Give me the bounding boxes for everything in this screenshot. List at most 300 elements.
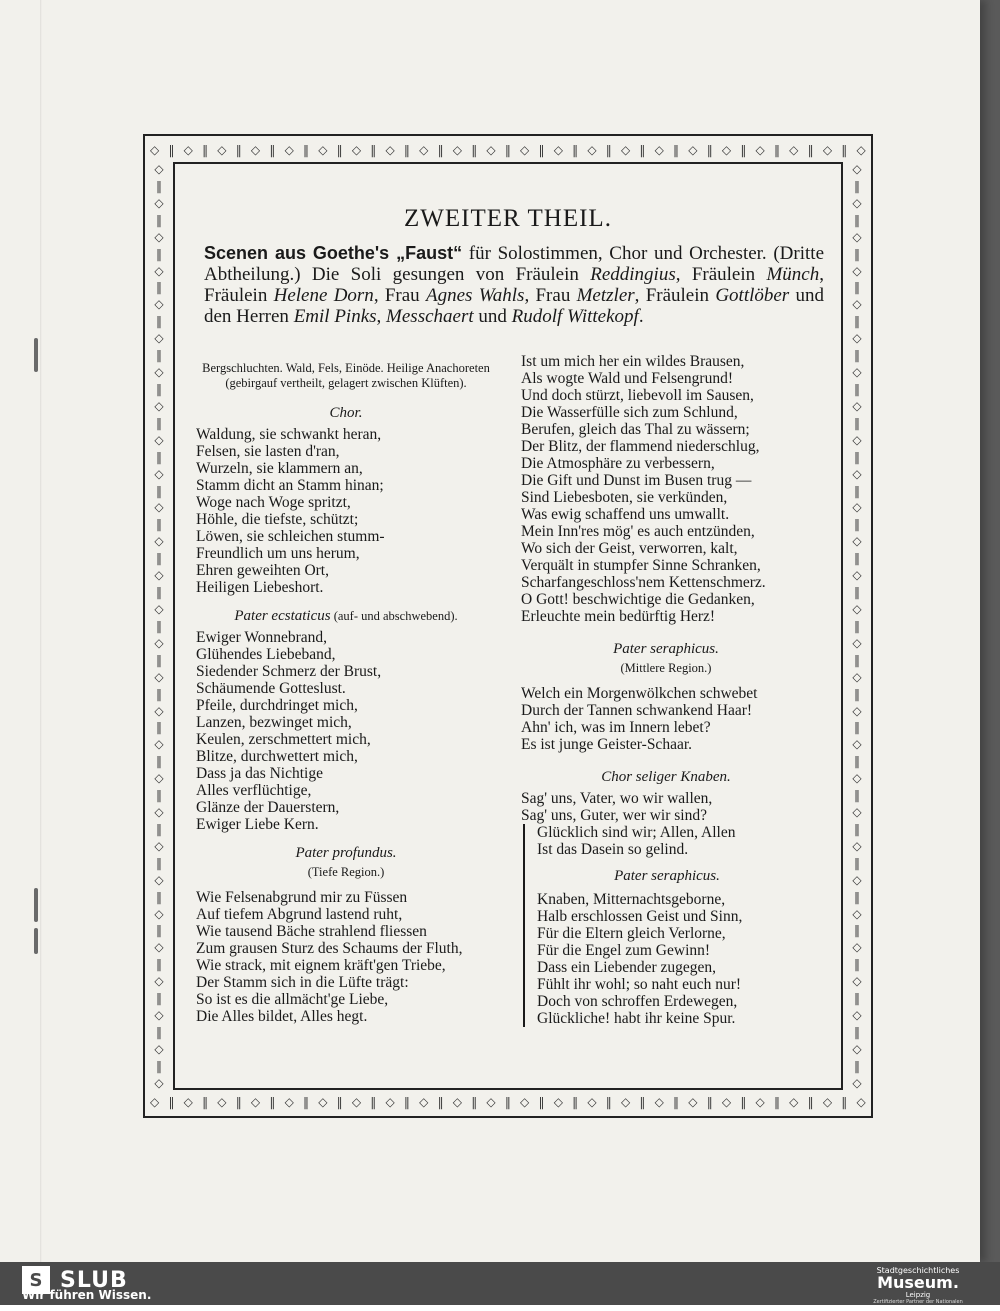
verse-line: Löwen, sie schleichen stumm- bbox=[196, 528, 385, 545]
double-bar-ornament-icon: ‖ bbox=[156, 1058, 162, 1073]
museum-line2: Museum. bbox=[877, 1273, 959, 1292]
double-bar-ornament-icon: ‖ bbox=[403, 1095, 410, 1109]
double-bar-ornament-icon: ‖ bbox=[854, 551, 860, 566]
intro-text: und bbox=[473, 306, 512, 327]
double-bar-ornament-icon: ‖ bbox=[235, 1095, 242, 1109]
double-bar-ornament-icon: ‖ bbox=[854, 889, 860, 904]
diamond-ornament-icon: ◇ bbox=[385, 143, 395, 157]
diamond-ornament-icon: ◇ bbox=[183, 1095, 193, 1109]
double-bar-ornament-icon: ‖ bbox=[156, 652, 162, 667]
double-bar-ornament-icon: ‖ bbox=[235, 143, 242, 157]
diamond-ornament-icon: ◇ bbox=[452, 143, 462, 157]
double-bar-ornament-icon: ‖ bbox=[156, 788, 162, 803]
diamond-ornament-icon: ◇ bbox=[486, 1095, 496, 1109]
diamond-ornament-icon: ◇ bbox=[852, 568, 862, 583]
double-bar-ornament-icon: ‖ bbox=[156, 585, 162, 600]
double-bar-ornament-icon: ‖ bbox=[854, 449, 860, 464]
verse-line: Schäumende Gotteslust. bbox=[196, 680, 346, 697]
diamond-ornament-icon: ◇ bbox=[154, 568, 164, 583]
double-bar-ornament-icon: ‖ bbox=[854, 585, 860, 600]
verse-line: Glänze der Dauerstern, bbox=[196, 799, 340, 816]
double-bar-ornament-icon: ‖ bbox=[303, 143, 309, 157]
diamond-ornament-icon: ◇ bbox=[154, 297, 164, 312]
double-bar-ornament-icon: ‖ bbox=[538, 143, 545, 157]
left-column bbox=[196, 361, 496, 1025]
verse-line: Sag' uns, Guter, wer wir sind? bbox=[521, 807, 707, 824]
verse-line: Wie Felsenabgrund mir zu Füssen bbox=[196, 889, 408, 906]
diamond-ornament-icon: ◇ bbox=[419, 1095, 429, 1109]
diamond-ornament-icon: ◇ bbox=[520, 143, 530, 157]
diamond-ornament-icon: ◇ bbox=[154, 872, 164, 887]
double-bar-ornament-icon: ‖ bbox=[202, 143, 209, 157]
diamond-ornament-icon: ◇ bbox=[154, 805, 164, 820]
border-ornament-bottom bbox=[150, 1093, 866, 1111]
double-bar-ornament-icon: ‖ bbox=[572, 1095, 579, 1109]
diamond-ornament-icon: ◇ bbox=[154, 635, 164, 650]
double-bar-ornament-icon: ‖ bbox=[854, 991, 860, 1006]
verse-line: Ehren geweihten Ort, bbox=[196, 562, 329, 579]
diamond-ornament-icon: ◇ bbox=[755, 143, 765, 157]
verse-line: O Gott! beschwichtige die Gedanken, bbox=[521, 591, 755, 608]
double-bar-ornament-icon: ‖ bbox=[336, 143, 343, 157]
speaker-pater-ecstaticus bbox=[196, 608, 496, 625]
singer-name: Rudolf Wittekopf bbox=[511, 306, 639, 327]
double-bar-ornament-icon: ‖ bbox=[437, 1095, 444, 1109]
diamond-ornament-icon: ◇ bbox=[852, 331, 862, 346]
diamond-ornament-icon: ◇ bbox=[852, 162, 862, 176]
diamond-ornament-icon: ◇ bbox=[852, 1041, 862, 1056]
diamond-ornament-icon: ◇ bbox=[452, 1095, 462, 1109]
double-bar-ornament-icon: ‖ bbox=[156, 855, 162, 870]
double-bar-ornament-icon: ‖ bbox=[673, 1095, 680, 1109]
slub-mark-icon: S bbox=[22, 1266, 50, 1294]
verse-line: Höhle, die tiefste, schützt; bbox=[196, 511, 359, 528]
double-bar-ornament-icon: ‖ bbox=[156, 517, 162, 532]
verse-line: Siedender Schmerz der Brust, bbox=[196, 663, 382, 680]
verse-line: Ewiger Wonnebrand, bbox=[196, 629, 328, 646]
diamond-ornament-icon: ◇ bbox=[284, 143, 294, 157]
verse-line: Als wogte Wald und Felsengrund! bbox=[521, 370, 733, 387]
diamond-ornament-icon: ◇ bbox=[154, 601, 164, 616]
double-bar-ornament-icon: ‖ bbox=[854, 348, 860, 363]
verse-line: Fühlt ihr wohl; so naht euch nur! bbox=[537, 976, 742, 993]
double-bar-ornament-icon: ‖ bbox=[572, 143, 579, 157]
singer-name: Agnes Wahls bbox=[425, 285, 525, 306]
diamond-ornament-icon: ◇ bbox=[318, 1095, 328, 1109]
double-bar-ornament-icon: ‖ bbox=[639, 143, 646, 157]
double-bar-ornament-icon: ‖ bbox=[156, 381, 162, 396]
diamond-ornament-icon: ◇ bbox=[154, 1008, 164, 1023]
verse-brace bbox=[523, 824, 811, 1027]
diamond-ornament-icon: ◇ bbox=[654, 143, 664, 157]
speaker-name: Pater ecstaticus bbox=[234, 608, 331, 624]
double-bar-ornament-icon: ‖ bbox=[807, 143, 814, 157]
double-bar-ornament-icon: ‖ bbox=[156, 720, 162, 735]
double-bar-ornament-icon: ‖ bbox=[639, 1095, 646, 1109]
intro-text: , Fräulein bbox=[204, 264, 824, 306]
verse-seraphicus-2 bbox=[537, 891, 811, 1027]
verse-line: Dass ein Liebender zugegen, bbox=[537, 959, 717, 976]
verse-line: Die Gift und Dunst im Busen trug — bbox=[521, 472, 752, 489]
diamond-ornament-icon: ◇ bbox=[852, 737, 862, 752]
staple-middle bbox=[34, 888, 38, 922]
diamond-ornament-icon: ◇ bbox=[154, 771, 164, 786]
double-bar-ornament-icon: ‖ bbox=[156, 889, 162, 904]
diamond-ornament-icon: ◇ bbox=[620, 1095, 631, 1109]
stage-direction: Bergschluchten. Wald, Fels, Einöde. Heilige Anachoreten (gebirgauf vertheilt, gelagert zwischen Klüften). bbox=[202, 361, 490, 390]
verse-line: Die Alles bildet, Alles hegt. bbox=[196, 1008, 368, 1025]
speaker-chor: Chor. bbox=[329, 405, 363, 421]
verse-line: Wurzeln, sie klammern an, bbox=[196, 460, 363, 477]
diamond-ornament-icon: ◇ bbox=[822, 143, 833, 157]
verse-profundus-continued bbox=[521, 353, 811, 625]
speaker-pater-seraphicus: Pater seraphicus. bbox=[613, 641, 719, 657]
diamond-ornament-icon: ◇ bbox=[250, 143, 261, 157]
verse-ecstaticus bbox=[196, 629, 496, 833]
verse-seraphicus-1 bbox=[521, 685, 811, 753]
verse-line: Heiligen Liebeshort. bbox=[196, 579, 324, 596]
double-bar-ornament-icon: ‖ bbox=[156, 415, 162, 430]
diamond-ornament-icon: ◇ bbox=[721, 1095, 732, 1109]
verse-line: Durch der Tannen schwankend Haar! bbox=[521, 702, 753, 719]
verse-line: Berufen, gleich das Thal zu wässern; bbox=[521, 421, 750, 438]
double-bar-ornament-icon: ‖ bbox=[605, 1095, 612, 1109]
double-bar-ornament-icon: ‖ bbox=[156, 618, 162, 633]
singer-name: Metzler bbox=[576, 285, 635, 306]
double-bar-ornament-icon: ‖ bbox=[854, 280, 860, 295]
diamond-ornament-icon: ◇ bbox=[351, 1095, 362, 1109]
verse-line: Alles verflüchtige, bbox=[196, 782, 312, 799]
double-bar-ornament-icon: ‖ bbox=[156, 1025, 162, 1040]
double-bar-ornament-icon: ‖ bbox=[504, 1095, 511, 1109]
verse-line: Es ist junge Geister-Schaar. bbox=[521, 736, 693, 753]
diamond-ornament-icon: ◇ bbox=[520, 1095, 530, 1109]
intro-text: und den Herren bbox=[204, 285, 824, 327]
double-bar-ornament-icon: ‖ bbox=[854, 821, 860, 836]
double-bar-ornament-icon: ‖ bbox=[504, 143, 511, 157]
diamond-ornament-icon: ◇ bbox=[852, 534, 862, 549]
diamond-ornament-icon: ◇ bbox=[852, 872, 862, 887]
double-bar-ornament-icon: ‖ bbox=[156, 923, 162, 938]
museum-logo[interactable] bbox=[858, 1266, 978, 1311]
double-bar-ornament-icon: ‖ bbox=[202, 1095, 209, 1109]
diamond-ornament-icon: ◇ bbox=[654, 1095, 664, 1109]
diamond-ornament-icon: ◇ bbox=[154, 534, 164, 549]
double-bar-ornament-icon: ‖ bbox=[471, 143, 478, 157]
museum-line3: Leipzig bbox=[905, 1291, 931, 1299]
double-bar-ornament-icon: ‖ bbox=[156, 551, 162, 566]
region-note: (Tiefe Region.) bbox=[307, 865, 385, 879]
double-bar-ornament-icon: ‖ bbox=[854, 381, 860, 396]
diamond-ornament-icon: ◇ bbox=[154, 195, 164, 210]
verse-line: Die Atmosphäre zu verbessern, bbox=[521, 455, 715, 472]
diamond-ornament-icon: ◇ bbox=[856, 1095, 866, 1109]
diamond-ornament-icon: ◇ bbox=[154, 974, 164, 989]
double-bar-ornament-icon: ‖ bbox=[168, 1095, 175, 1109]
intro-text: , bbox=[376, 306, 387, 327]
diamond-ornament-icon: ◇ bbox=[553, 1095, 563, 1109]
double-bar-ornament-icon: ‖ bbox=[156, 821, 162, 836]
staple-bottom bbox=[34, 928, 38, 954]
double-bar-ornament-icon: ‖ bbox=[269, 143, 276, 157]
verse-line: Stamm dicht an Stamm hinan; bbox=[196, 477, 384, 494]
diamond-ornament-icon: ◇ bbox=[856, 143, 866, 157]
double-bar-ornament-icon: ‖ bbox=[156, 991, 162, 1006]
double-bar-ornament-icon: ‖ bbox=[156, 449, 162, 464]
double-bar-ornament-icon: ‖ bbox=[168, 143, 175, 157]
verse-line: Sind Liebesboten, sie verkünden, bbox=[521, 489, 728, 506]
verse-chor bbox=[196, 426, 496, 596]
diamond-ornament-icon: ◇ bbox=[217, 1095, 227, 1109]
diamond-ornament-icon: ◇ bbox=[154, 1041, 164, 1056]
verse-line: Wie strack, mit eignem kräft'gen Triebe, bbox=[196, 957, 446, 974]
double-bar-ornament-icon: ‖ bbox=[854, 754, 860, 769]
diamond-ornament-icon: ◇ bbox=[688, 143, 698, 157]
verse-line: Glücklich sind wir; Allen, Allen bbox=[537, 824, 736, 841]
diamond-ornament-icon: ◇ bbox=[217, 143, 227, 157]
diamond-ornament-icon: ◇ bbox=[250, 1095, 261, 1109]
diamond-ornament-icon: ◇ bbox=[553, 143, 563, 157]
verse-line: Dass ja das Nichtige bbox=[196, 765, 323, 782]
double-bar-ornament-icon: ‖ bbox=[807, 1095, 814, 1109]
double-bar-ornament-icon: ‖ bbox=[156, 686, 162, 701]
diamond-ornament-icon: ◇ bbox=[318, 143, 328, 157]
verse-line: Was ewig schaffend uns umwallt. bbox=[521, 506, 730, 523]
double-bar-ornament-icon: ‖ bbox=[156, 957, 162, 972]
double-bar-ornament-icon: ‖ bbox=[854, 720, 860, 735]
verse-line: Ahn' ich, was im Innern lebet? bbox=[521, 719, 711, 736]
double-bar-ornament-icon: ‖ bbox=[437, 143, 444, 157]
slub-tagline: Wir führen Wissen. bbox=[22, 1288, 152, 1302]
diamond-ornament-icon: ◇ bbox=[587, 1095, 597, 1109]
diamond-ornament-icon: ◇ bbox=[852, 398, 862, 413]
diamond-ornament-icon: ◇ bbox=[822, 1095, 833, 1109]
double-bar-ornament-icon: ‖ bbox=[706, 1095, 713, 1109]
diamond-ornament-icon: ◇ bbox=[852, 229, 862, 244]
diamond-ornament-icon: ◇ bbox=[852, 466, 862, 481]
diamond-ornament-icon: ◇ bbox=[852, 635, 862, 650]
verse-line: Lanzen, bezwinget mich, bbox=[196, 714, 352, 731]
verse-line: Erleuchte mein bedürftig Herz! bbox=[521, 608, 716, 625]
speaker-chor-seliger-knaben: Chor seliger Knaben. bbox=[601, 769, 731, 785]
double-bar-ornament-icon: ‖ bbox=[854, 788, 860, 803]
diamond-ornament-icon: ◇ bbox=[154, 365, 164, 380]
diamond-ornament-icon: ◇ bbox=[154, 466, 164, 481]
verse-line: Scharfangeschloss'nem Kettenschmerz. bbox=[521, 574, 766, 591]
verse-line: Freundlich um uns herum, bbox=[196, 545, 360, 562]
diamond-ornament-icon: ◇ bbox=[154, 940, 164, 955]
verse-line: Wo sich der Geist, verworren, kalt, bbox=[521, 540, 738, 557]
double-bar-ornament-icon: ‖ bbox=[854, 686, 860, 701]
double-bar-ornament-icon: ‖ bbox=[854, 178, 860, 193]
border-ornament-right bbox=[848, 162, 866, 1090]
double-bar-ornament-icon: ‖ bbox=[156, 178, 162, 193]
double-bar-ornament-icon: ‖ bbox=[156, 212, 162, 227]
double-bar-ornament-icon: ‖ bbox=[773, 1095, 780, 1109]
verse-line: Die Wasserfülle sich zum Schlund, bbox=[521, 404, 738, 421]
double-bar-ornament-icon: ‖ bbox=[854, 618, 860, 633]
verse-line: Für die Eltern gleich Verlorne, bbox=[537, 925, 726, 942]
double-bar-ornament-icon: ‖ bbox=[740, 1095, 747, 1109]
intro-paragraph bbox=[204, 243, 824, 327]
verse-line: Der Stamm sich in die Lüfte trägt: bbox=[196, 974, 409, 991]
intro-text: , Frau bbox=[373, 285, 426, 306]
diamond-ornament-icon: ◇ bbox=[154, 331, 164, 346]
double-bar-ornament-icon: ‖ bbox=[156, 754, 162, 769]
intro-lead: Scenen aus Goethe's „Faust“ bbox=[204, 243, 463, 263]
diamond-ornament-icon: ◇ bbox=[351, 143, 362, 157]
slub-name: SLUB bbox=[60, 1267, 128, 1293]
verse-line: Zum grausen Sturz des Schaums der Fluth, bbox=[196, 940, 463, 957]
verse-line: Auf tiefem Abgrund lastend ruht, bbox=[196, 906, 403, 923]
diamond-ornament-icon: ◇ bbox=[852, 805, 862, 820]
double-bar-ornament-icon: ‖ bbox=[336, 1095, 343, 1109]
double-bar-ornament-icon: ‖ bbox=[156, 483, 162, 498]
border-ornament-top bbox=[150, 141, 866, 159]
diamond-ornament-icon: ◇ bbox=[852, 1008, 862, 1023]
diamond-ornament-icon: ◇ bbox=[154, 703, 164, 718]
verse-line: Verquält in stumpfer Sinne Schranken, bbox=[521, 557, 761, 574]
diamond-ornament-icon: ◇ bbox=[183, 143, 193, 157]
singer-name: Münch bbox=[766, 264, 820, 285]
verse-line: Doch von schroffen Erdewegen, bbox=[537, 993, 738, 1010]
diamond-ornament-icon: ◇ bbox=[852, 1075, 862, 1090]
singer-name: Gottlöber bbox=[715, 285, 790, 306]
double-bar-ornament-icon: ‖ bbox=[706, 143, 713, 157]
verse-profundus bbox=[196, 889, 496, 1025]
diamond-ornament-icon: ◇ bbox=[154, 398, 164, 413]
singer-name: Messchaert bbox=[386, 306, 474, 327]
double-bar-ornament-icon: ‖ bbox=[471, 1095, 478, 1109]
diamond-ornament-icon: ◇ bbox=[852, 906, 862, 921]
verse-line: Der Blitz, der flammend niederschlug, bbox=[521, 438, 760, 455]
double-bar-ornament-icon: ‖ bbox=[156, 348, 162, 363]
diamond-ornament-icon: ◇ bbox=[154, 1075, 164, 1090]
double-bar-ornament-icon: ‖ bbox=[538, 1095, 545, 1109]
diamond-ornament-icon: ◇ bbox=[852, 195, 862, 210]
double-bar-ornament-icon: ‖ bbox=[854, 652, 860, 667]
intro-text: , Fräulein bbox=[675, 264, 767, 285]
diamond-ornament-icon: ◇ bbox=[154, 669, 164, 684]
double-bar-ornament-icon: ‖ bbox=[841, 1095, 848, 1109]
diamond-ornament-icon: ◇ bbox=[154, 906, 164, 921]
page-content bbox=[176, 165, 840, 1087]
double-bar-ornament-icon: ‖ bbox=[854, 957, 860, 972]
verse-line: Glühendes Liebeband, bbox=[196, 646, 336, 663]
page-fold bbox=[40, 0, 42, 1262]
diamond-ornament-icon: ◇ bbox=[688, 1095, 698, 1109]
diamond-ornament-icon: ◇ bbox=[721, 143, 732, 157]
verse-line: Ewiger Liebe Kern. bbox=[196, 816, 319, 833]
intro-text: . bbox=[638, 306, 644, 327]
region-note: (Mittlere Region.) bbox=[620, 661, 712, 675]
double-bar-ornament-icon: ‖ bbox=[854, 855, 860, 870]
double-bar-ornament-icon: ‖ bbox=[854, 246, 860, 261]
verse-knaben-braced bbox=[537, 824, 811, 858]
verse-line: Keulen, zerschmettert mich, bbox=[196, 731, 371, 748]
double-bar-ornament-icon: ‖ bbox=[370, 143, 377, 157]
diamond-ornament-icon: ◇ bbox=[789, 1095, 799, 1109]
verse-line: Woge nach Woge spritzt, bbox=[196, 494, 351, 511]
verse-line: Und doch stürzt, liebevoll im Sausen, bbox=[521, 387, 754, 404]
diamond-ornament-icon: ◇ bbox=[154, 500, 164, 515]
diamond-ornament-icon: ◇ bbox=[154, 263, 164, 278]
diamond-ornament-icon: ◇ bbox=[852, 263, 862, 278]
diamond-ornament-icon: ◇ bbox=[419, 143, 429, 157]
right-column bbox=[521, 353, 811, 1027]
verse-line: Welch ein Morgenwölkchen schwebet bbox=[521, 685, 758, 702]
verse-line: Wie tausend Bäche strahlend fliessen bbox=[196, 923, 427, 940]
diamond-ornament-icon: ◇ bbox=[789, 143, 799, 157]
double-bar-ornament-icon: ‖ bbox=[841, 143, 848, 157]
diamond-ornament-icon: ◇ bbox=[852, 432, 862, 447]
border-ornament-left bbox=[150, 162, 168, 1090]
diamond-ornament-icon: ◇ bbox=[852, 297, 862, 312]
staple-top bbox=[34, 338, 38, 372]
diamond-ornament-icon: ◇ bbox=[852, 703, 862, 718]
double-bar-ornament-icon: ‖ bbox=[854, 1025, 860, 1040]
museum-line1: Stadtgeschichtliches bbox=[876, 1266, 960, 1275]
diamond-ornament-icon: ◇ bbox=[150, 1095, 160, 1109]
verse-line: Waldung, sie schwankt heran, bbox=[196, 426, 382, 443]
singer-name: Reddingius bbox=[590, 264, 676, 285]
diamond-ornament-icon: ◇ bbox=[755, 1095, 765, 1109]
diamond-ornament-icon: ◇ bbox=[852, 669, 862, 684]
double-bar-ornament-icon: ‖ bbox=[854, 314, 860, 329]
diamond-ornament-icon: ◇ bbox=[852, 365, 862, 380]
diamond-ornament-icon: ◇ bbox=[385, 1095, 395, 1109]
diamond-ornament-icon: ◇ bbox=[154, 737, 164, 752]
double-bar-ornament-icon: ‖ bbox=[854, 517, 860, 532]
double-bar-ornament-icon: ‖ bbox=[854, 1058, 860, 1073]
diamond-ornament-icon: ◇ bbox=[486, 143, 496, 157]
verse-line: Felsen, sie lasten d'ran, bbox=[196, 443, 340, 460]
verse-line: Für die Engel zum Gewinn! bbox=[537, 942, 711, 959]
diamond-ornament-icon: ◇ bbox=[154, 432, 164, 447]
diamond-ornament-icon: ◇ bbox=[852, 601, 862, 616]
verse-line: Halb erschlossen Geist und Sinn, bbox=[537, 908, 743, 925]
diamond-ornament-icon: ◇ bbox=[852, 838, 862, 853]
double-bar-ornament-icon: ‖ bbox=[156, 246, 162, 261]
double-bar-ornament-icon: ‖ bbox=[605, 143, 612, 157]
double-bar-ornament-icon: ‖ bbox=[773, 143, 780, 157]
museum-line4: Zertifizierter Partner der Nationalen Klimaschutzinitiative bbox=[873, 1299, 963, 1311]
singer-name: Emil Pinks bbox=[293, 306, 377, 327]
double-bar-ornament-icon: ‖ bbox=[269, 1095, 276, 1109]
verse-line: Blitze, durchwettert mich, bbox=[196, 748, 358, 765]
diamond-ornament-icon: ◇ bbox=[852, 940, 862, 955]
speaker-note: (auf- und abschwebend). bbox=[330, 609, 458, 623]
double-bar-ornament-icon: ‖ bbox=[854, 212, 860, 227]
double-bar-ornament-icon: ‖ bbox=[854, 923, 860, 938]
diamond-ornament-icon: ◇ bbox=[284, 1095, 294, 1109]
double-bar-ornament-icon: ‖ bbox=[156, 314, 162, 329]
double-bar-ornament-icon: ‖ bbox=[370, 1095, 377, 1109]
intro-text: , Fräulein bbox=[634, 285, 716, 306]
double-bar-ornament-icon: ‖ bbox=[673, 143, 680, 157]
verse-line: Ist um mich her ein wildes Brausen, bbox=[521, 353, 745, 370]
speaker-pater-profundus: Pater profundus. bbox=[295, 845, 397, 861]
verse-line: Mein Inn'res mög' es auch entzünden, bbox=[521, 523, 755, 540]
verse-line: Ist das Dasein so gelind. bbox=[537, 841, 689, 858]
double-bar-ornament-icon: ‖ bbox=[854, 483, 860, 498]
diamond-ornament-icon: ◇ bbox=[852, 974, 862, 989]
diamond-ornament-icon: ◇ bbox=[620, 143, 631, 157]
double-bar-ornament-icon: ‖ bbox=[303, 1095, 309, 1109]
intro-text: für Solostimmen, Chor und Orchester. (Dritte Abtheilung.) Die Soli gesungen von Fräulein bbox=[204, 243, 824, 285]
double-bar-ornament-icon: ‖ bbox=[403, 143, 410, 157]
diamond-ornament-icon: ◇ bbox=[150, 143, 160, 157]
